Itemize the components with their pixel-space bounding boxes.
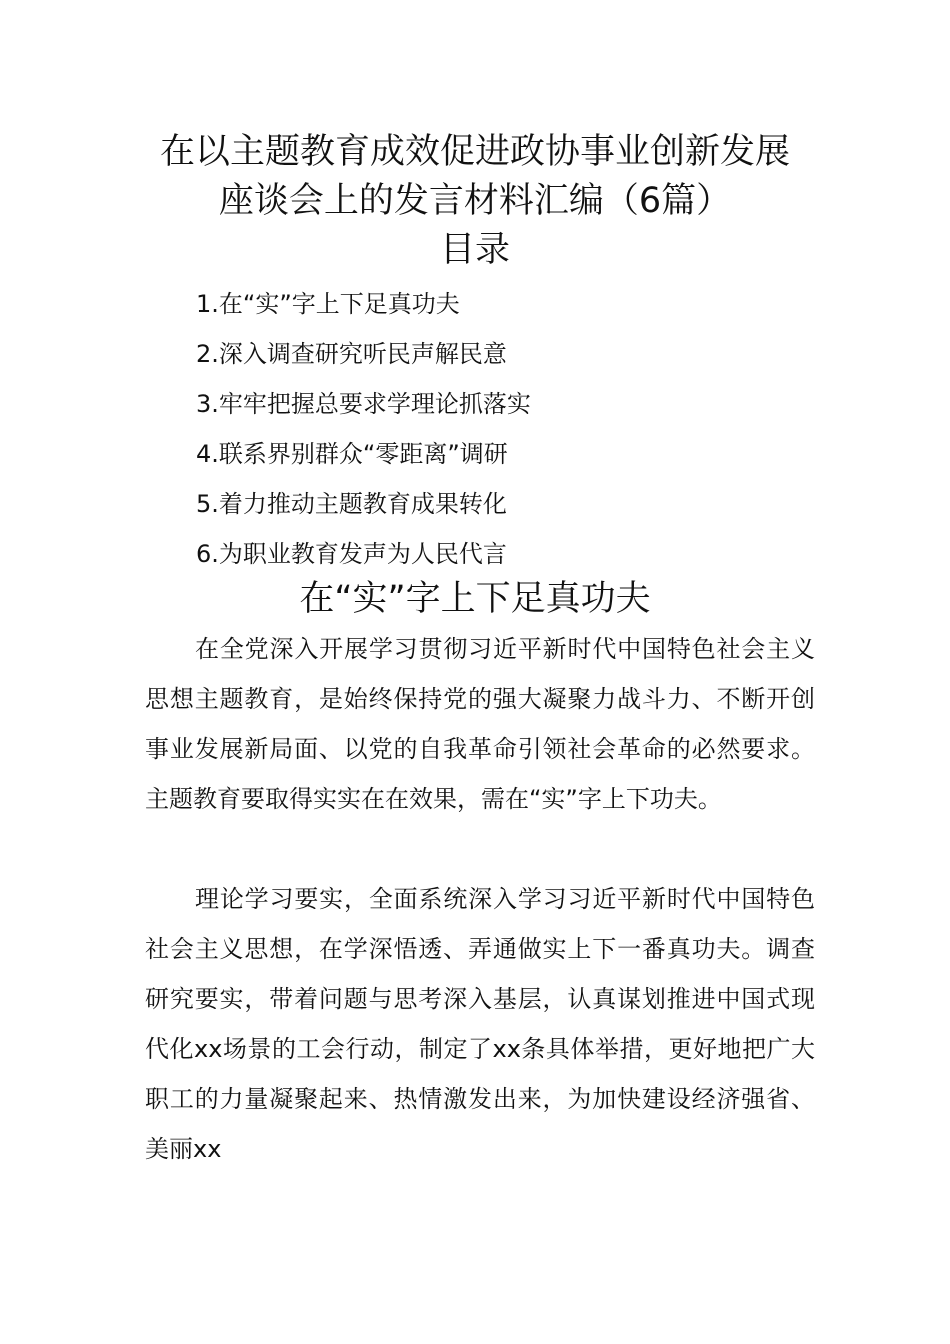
- section-title: 在“实”字上下足真功夫: [299, 579, 651, 619]
- toc-heading: 目录: [439, 230, 510, 270]
- toc-item: 5.着力推动主题教育成果转化: [196, 490, 507, 518]
- document-title-line-1: 在以主题教育成效促进政协事业创新发展: [159, 132, 790, 172]
- table-of-contents: [196, 279, 531, 579]
- toc-item: 3.牢牢把握总要求学理论抓落实: [196, 390, 531, 418]
- toc-item: 1.在“实”字上下足真功夫: [196, 290, 460, 318]
- document-title-line-2: 座谈会上的发言材料汇编（6篇）: [218, 181, 732, 221]
- toc-item: 2.深入调查研究听民声解民意: [196, 340, 507, 368]
- body-paragraph: 理论学习要实，全面系统深入学习习近平新时代中国特色社会主义思想，在学深悟透、弄通做实上下一番真功夫。调查研究要实，带着问题与思考深入基层，认真谋划推进中国式现代化xx场景的工会行动，制定了xx条具体举措，更好地把广大职工的力量凝聚起来、热情激发出来，为加快建设经济强省、美丽xx: [145, 885, 815, 1163]
- toc-item: 4.联系界别群众“零距离”调研: [196, 440, 508, 468]
- body-paragraph: 在全党深入开展学习贯彻习近平新时代中国特色社会主义思想主题教育，是始终保持党的强大凝聚力战斗力、不断开创事业发展新局面、以党的自我革命引领社会革命的必然要求。主题教育要取得实实在在效果，需在“实”字上下功夫。: [145, 635, 815, 813]
- toc-item: 6.为职业教育发声为人民代言: [196, 540, 507, 568]
